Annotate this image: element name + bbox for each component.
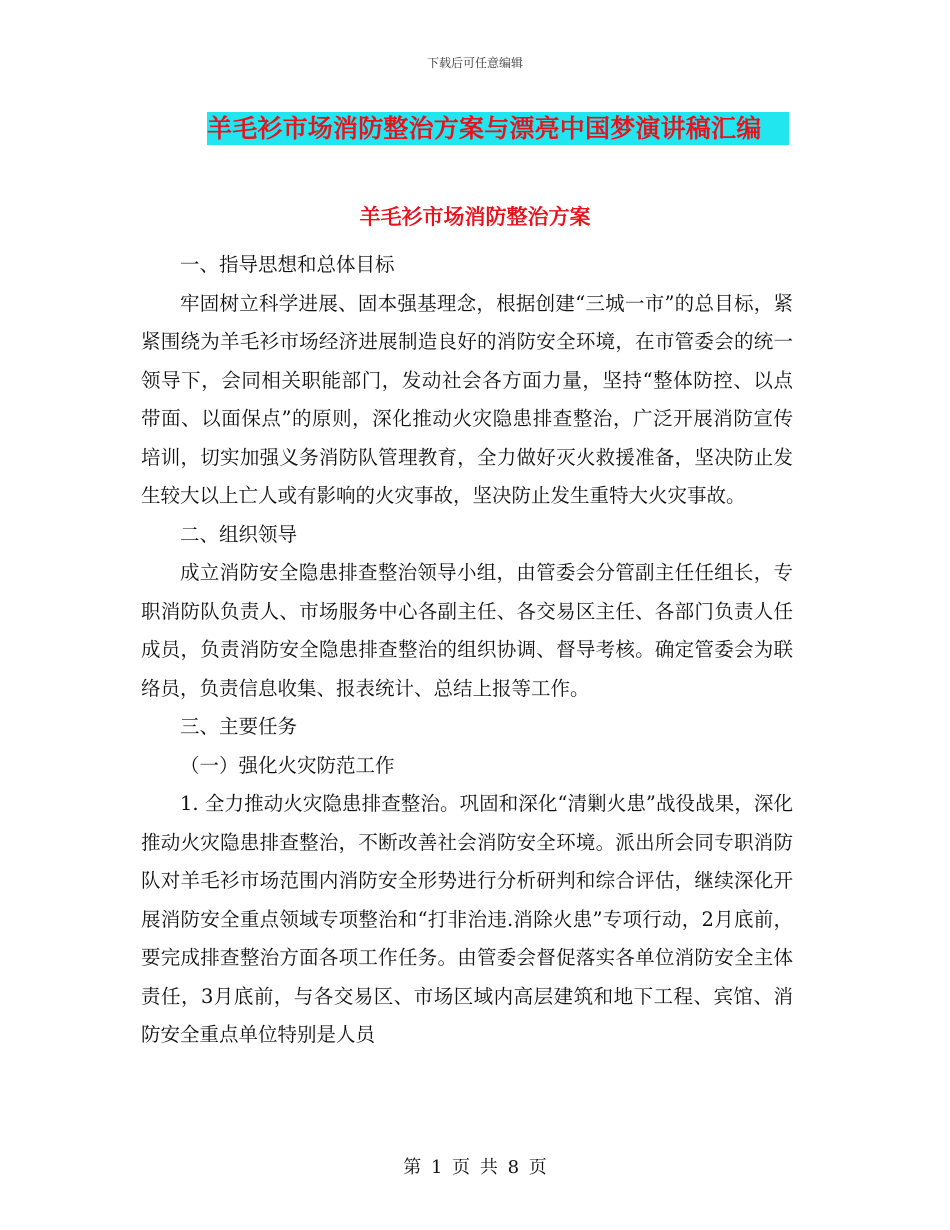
section-title: 羊毛衫市场消防整治方案 [359, 204, 591, 229]
page-number-footer: 第 1 页 共 8 页 [403, 1157, 547, 1178]
subheading-fire-prevention: （一）强化火灾防范工作 [180, 753, 395, 777]
heading-guiding-ideas: 一、指导思想和总体目标 [180, 253, 395, 276]
paragraph-hazard-inspection: 1. 全力推动火灾隐患排查整治。巩固和深化“清剿火患”战役战果，深化推动火灾隐患排查整治，不断改善社会消防安全环境。派出所会同专职消防队对羊毛衫市场范围内消防安全形势进行分析研判和综合评估，继续深化开展消防安全重点领域专项整治和“打非治违.消除火患”专项行动，2月底前，要完成排查整治方面各项工作任务。由管委会督促落实各单位消防安全主体责任，3月底前，与各交易区、市场区域内高层建筑和地下工程、宾馆、消防安全重点单位特别是人员 [141, 792, 793, 1046]
document-body [141, 246, 793, 1055]
paragraph-organization: 成立消防安全隐患排查整治领导小组，由管委会分管副主任任组长，专职消防队负责人、市场服务中心各副主任、各交易区主任、各部门负责人任成员，负责消防安全隐患排查整治的组织协调、督导考核。确定管委会为联络员，负责信息收集、报表统计、总结上报等工作。 [141, 561, 793, 700]
heading-organization: 二、组织领导 [180, 522, 298, 546]
paragraph-guiding-ideas: 牢固树立科学进展、固本强基理念，根据创建“三城一市”的总目标，紧紧围绕为羊毛衫市场经济进展制造良好的消防安全环境，在市管委会的统一领导下，会同相关职能部门，发动社会各方面力量，坚持“整体防控、以点带面、以面保点”的原则，深化推动火灾隐患排查整治，广泛开展消防宣传培训，切实加强义务消防队管理教育，全力做好灭火救援准备，坚决防止发生较大以上亡人或有影响的火灾事故，坚决防止发生重特大火灾事故。 [141, 291, 793, 507]
document-title: 羊毛衫市场消防整治方案与漂亮中国梦演讲稿汇编 [207, 112, 789, 145]
heading-main-tasks: 三、主要任务 [180, 715, 298, 738]
header-note: 下载后可任意编辑 [426, 56, 523, 70]
